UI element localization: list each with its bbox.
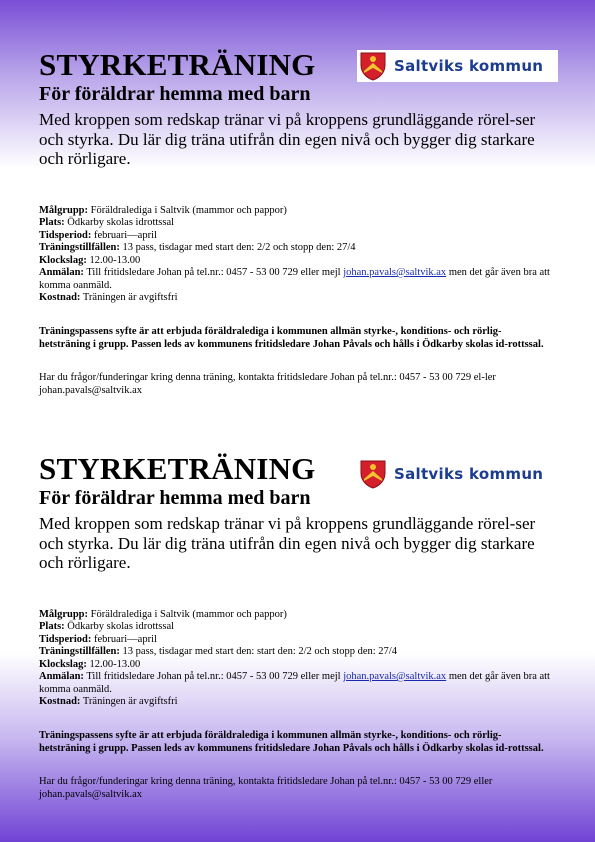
detail-anmalan bbox=[39, 267, 554, 292]
logo-text: Saltviks kommun bbox=[394, 465, 544, 483]
detail-value: Föräldralediga i Saltvik (mammor och pappor) bbox=[88, 608, 287, 620]
detail-value: februari—april bbox=[91, 633, 157, 645]
logo-text: Saltviks kommun bbox=[394, 57, 544, 75]
flyer-subtitle: För föräldrar hemma med barn bbox=[39, 487, 311, 509]
detail-kostnad bbox=[39, 696, 554, 709]
detail-label: Målgrupp: bbox=[39, 608, 89, 620]
detail-label: Anmälan: bbox=[39, 267, 84, 278]
flyer-title: STYRKETRÄNING bbox=[39, 451, 316, 486]
email-link[interactable]: johan.pavals@saltvik.ax bbox=[343, 267, 447, 278]
detail-label: Målgrupp: bbox=[39, 204, 89, 216]
email-link[interactable]: johan.pavals@saltvik.ax bbox=[343, 671, 447, 682]
detail-label: Kostnad: bbox=[39, 696, 81, 707]
detail-traningstillfallen bbox=[39, 646, 554, 659]
detail-value: men det går även bra att komma oanmäld. bbox=[39, 267, 550, 291]
detail-malgrupp bbox=[39, 609, 554, 622]
detail-label: Klockslag: bbox=[39, 254, 87, 266]
flyer-details bbox=[39, 205, 554, 305]
detail-label: Kostnad: bbox=[39, 292, 81, 303]
detail-label: Träningstillfällen: bbox=[39, 242, 120, 253]
detail-label: Anmälan: bbox=[39, 671, 84, 682]
detail-value: 13 pass, tisdagar med start den: 2/2 och stopp den: 27/4 bbox=[119, 242, 356, 253]
detail-value: Föräldralediga i Saltvik (mammor och pappor) bbox=[88, 204, 287, 216]
detail-tidsperiod bbox=[39, 230, 554, 243]
detail-value: Till fritidsledare Johan på tel.nr.: 0457 - 53 00 729 eller mejl bbox=[83, 267, 344, 278]
detail-anmalan bbox=[39, 671, 554, 696]
detail-value: Ödkarby skolas idrottssal bbox=[64, 217, 175, 228]
detail-value: 13 pass, tisdagar med start den: start den: 2/2 och stopp den: 27/4 bbox=[119, 646, 397, 657]
detail-value: februari—april bbox=[91, 229, 157, 241]
detail-value: men det går även bra att komma oanmäld. bbox=[39, 671, 550, 695]
detail-label: Träningstillfällen: bbox=[39, 646, 120, 657]
flyer-bottom bbox=[39, 452, 559, 811]
detail-plats bbox=[39, 217, 554, 230]
detail-value: Träningen är avgiftsfri bbox=[80, 696, 178, 707]
detail-value: 12.00-13.00 bbox=[86, 254, 141, 266]
detail-value: Träningen är avgiftsfri bbox=[80, 292, 178, 303]
detail-plats bbox=[39, 621, 554, 634]
detail-kostnad bbox=[39, 292, 554, 305]
detail-value: 12.00-13.00 bbox=[86, 658, 141, 670]
flyer-purpose: Träningspassens syfte är att erbjuda föräldralediga i kommunen allmän styrke-, konditions- och rörlig-hetsträning i grupp. Passen leds av kommunens fritidsledare Johan Påvals och hålls i Ödkarby skolas id-rottssal. bbox=[39, 729, 544, 754]
detail-label: Plats: bbox=[39, 217, 65, 228]
flyer-intro: Med kroppen som redskap tränar vi på kroppens grundläggande rörel-ser och styrka. Du lär dig träna utifrån din egen nivå och bygger dig starkare och rörligare. bbox=[39, 110, 536, 168]
flyer-contact: Har du frågor/funderingar kring denna träning, kontakta fritidsledare Johan på tel.nr.: 0457 - 53 00 729 el-ler johan.pavals@saltvik.ax bbox=[39, 371, 496, 396]
detail-label: Klockslag: bbox=[39, 658, 87, 670]
detail-label: Tidsperiod: bbox=[39, 229, 92, 241]
detail-klockslag bbox=[39, 659, 554, 672]
detail-label: Tidsperiod: bbox=[39, 633, 92, 645]
flyer-contact: Har du frågor/funderingar kring denna träning, kontakta fritidsledare Johan på tel.nr.: 0457 - 53 00 729 eller johan.pavals@saltvik.ax bbox=[39, 775, 493, 800]
flyer-intro: Med kroppen som redskap tränar vi på kroppens grundläggande rörel-ser och styrka. Du lär dig träna utifrån din egen nivå och bygger dig starkare och rörligare. bbox=[39, 514, 536, 572]
detail-klockslag bbox=[39, 255, 554, 268]
flyer-title: STYRKETRÄNING bbox=[39, 47, 316, 82]
detail-tidsperiod bbox=[39, 634, 554, 647]
detail-label: Plats: bbox=[39, 621, 65, 632]
flyer-details bbox=[39, 609, 554, 709]
detail-malgrupp bbox=[39, 205, 554, 218]
flyer-subtitle: För föräldrar hemma med barn bbox=[39, 83, 311, 105]
flyer-top bbox=[39, 48, 559, 407]
detail-value: Ödkarby skolas idrottssal bbox=[64, 621, 175, 632]
flyer-purpose: Träningspassens syfte är att erbjuda föräldralediga i kommunen allmän styrke-, konditions- och rörlig-hetsträning i grupp. Passen leds av kommunens fritidsledare Johan Påvals och hålls i Ödkarby skolas id-rottssal. bbox=[39, 325, 544, 350]
detail-value: Till fritidsledare Johan på tel.nr.: 0457 - 53 00 729 eller mejl bbox=[83, 671, 344, 682]
detail-traningstillfallen bbox=[39, 242, 554, 255]
